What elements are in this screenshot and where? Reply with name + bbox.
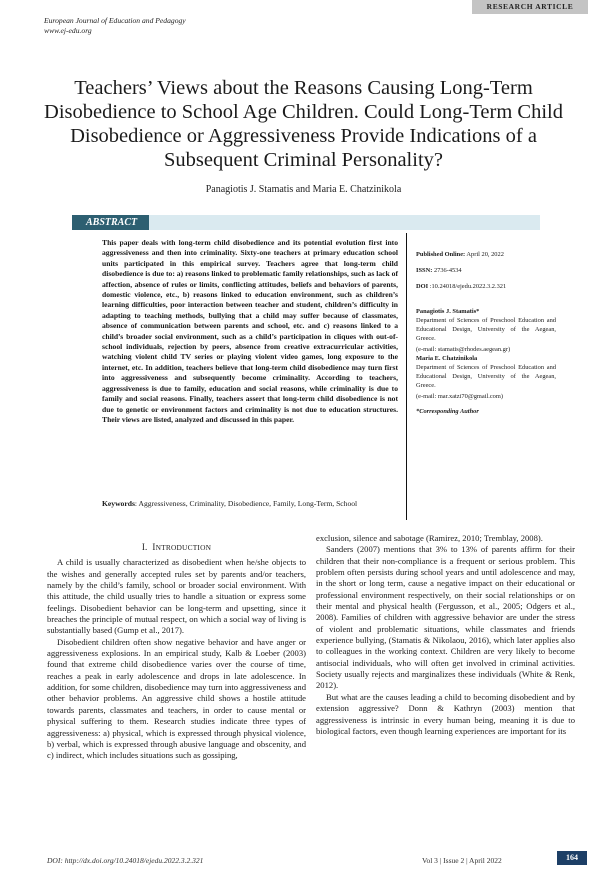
keywords [102,499,398,509]
author2-affiliation: Department of Sciences of Preschool Education and Educational Design, University of the Aegean, Greece. [416,364,556,389]
issn-label: ISSN: [416,267,433,274]
paragraph: A child is usually characterized as disobedient when he/she objects to the wishes and generally accepted rules set by parents and/or teachers, namely by the child’s family, school or broader social environment. With this attitude, the child usually tries to handle a situation or express some feelings. Disobedient behavior can be long-term and upsetting, since it breaches the principle of mutual respect, on which a social way of living is substantially based (Gump et al., 2017). [47,557,306,636]
author1-email[interactable]: (e-mail: stamatis@rhodes.aegean.gr) [416,346,511,353]
article-info-sidebar [416,250,556,416]
paragraph: But what are the causes leading a child to becoming disobedient and by extension aggressive? Donn & Kathryn (2003) mention that aggressiveness is intrinsic in every human being, meaning it is due to biological factors, even though learning experiences are important for its [316,691,575,736]
doi [416,282,556,291]
keywords-list: : Aggressiveness, Criminality, Disobedience, Family, Long-Term, School [134,499,358,508]
page-number: 164 [557,851,587,865]
section-number: I. [141,542,148,552]
section-title-rest: NTRODUCTION [155,543,212,552]
body-column-right [316,533,575,737]
paragraph: Disobedient children often show negative behavior and have anger or aggressiveness explosions. In an empirical study, Kalb & Loeber (2003) found that extreme child disobedience varies over the course of time, reaches a peak in early adolescence and drops in late adolescence. In addition, for some children, disobedience may turn into aggressiveness and other behavior problems. An aggressive child shows a hostile attitude towards parents, classmates and teachers, in order to cause mental or physical suffering to them. Research studies indicate three types of aggressiveness: a) physical, which is expressed through physical violence, b) verbal, which is expressed through abusive language and obscenity, and c) indirect, which includes situations such as gossiping, [47,636,306,761]
paper-authors: Panagiotis J. Stamatis and Maria E. Chatzinikola [205,184,402,195]
paper-title: Teachers’ Views about the Reasons Causing Long-Term Disobedience to School Age Children. Could Long-Term Child Disobedience or Aggressiveness Provide Indications of a Subsequent Criminal Personality? [44,77,563,171]
author1-name: Panagiotis J. Stamatis* [416,308,480,315]
journal-url[interactable]: www.ej-edu.org [44,26,92,35]
section-heading [47,542,306,553]
section-title-initial: I [152,542,156,552]
article-type-badge: RESEARCH ARTICLE [472,0,588,14]
abstract-text: This paper deals with long-term child disobedience and its potential evolution first into aggressiveness and then into criminality. Sixty-one teachers at primary education school units participated in this empirical survey. Teachers agree that long-term child disobedience is due to: a) reasons linked to problematic family relationships, such as lack of affection, absence of rules or limits, conflicting attitudes, beliefs and behaviors of parents, domestic violence, etc., b) reasons linked to education environment, such as children’s learning difficulties, poor interaction between teacher and student, children’s difficulty in adapting to teaching methods, bullying that a child may suffer because of classmates, absence of communication between parents and school, etc. and c) reasons linked to a child’s broader social environment, such as a child’s participation in cliques with out-of-school individuals, rejection by peers, absence from creative extracurricular activities, watching violent child TV series or playing violent video games, long exposure to the internet, etc. In addition, teachers believe that long-term child disobedience may turn first into aggressiveness and subsequently become criminality. According to teachers, aggressiveness is due to family, education and social reasons, while criminality is due to family and social reasons. Finally, teachers assert that long-term child disobedience is not due to genetic or environment factors and criminality is not due to education structures. Their views are listed, analyzed and discussed in this paper. [102,238,398,424]
footer-volume: Vol 3 | Issue 2 | April 2022 [422,856,502,865]
doi-value[interactable]: :10.24018/ejedu.2022.3.2.321 [428,283,507,290]
abstract-divider [406,233,407,520]
author1-affiliation: Department of Sciences of Preschool Education and Educational Design, University of the Aegean, Greece. [416,317,556,342]
paragraph: exclusion, silence and sabotage (Ramirez, 2010; Tremblay, 2008). [316,533,543,543]
issn [416,266,556,275]
published-value: April 20, 2022 [465,251,504,258]
author2-name: Maria E. Chatzinikola [416,355,478,362]
published-date [416,250,556,259]
keywords-label: Keywords [102,499,135,508]
abstract-label: ABSTRACT [72,215,149,230]
paragraph: Sanders (2007) mentions that 3% to 13% of parents affirm for their children that their non-compliance is a frequent or serious problem. This problem often persists during school years and until adolescence and may, in the short or long term, cause a negative impact on their educational or professional environment respectively, on their social relationships or on their mental and physical health (Fergusson, et al., 2005; Odgers et al., 2008). Families of children with aggressive behavior are under the stress of violent and problematic situations, while classmates and friends experience bullying, (Stamatis & Nikolaou, 2016), which later applies also to colleagues in the working context. Children are very likely to become antisocial individuals, who will often get involved in criminal activities. Society usually rejects and marginalizes these individuals (White & Renk, 2012). [316,544,575,691]
body-column-left [47,542,306,762]
published-label: Published Online: [416,251,466,258]
journal-header [44,16,186,36]
corresponding-author-note: *Corresponding Author [416,408,479,415]
journal-name: European Journal of Education and Pedagogy [44,16,186,25]
doi-label: DOI [416,283,429,290]
issn-value: 2736-4534 [432,267,462,274]
author2-email[interactable]: (e-mail: mar.xatzi70@gmail.com) [416,393,503,400]
footer-doi[interactable]: DOI: http://dx.doi.org/10.24018/ejedu.2022.3.2.321 [47,856,204,865]
